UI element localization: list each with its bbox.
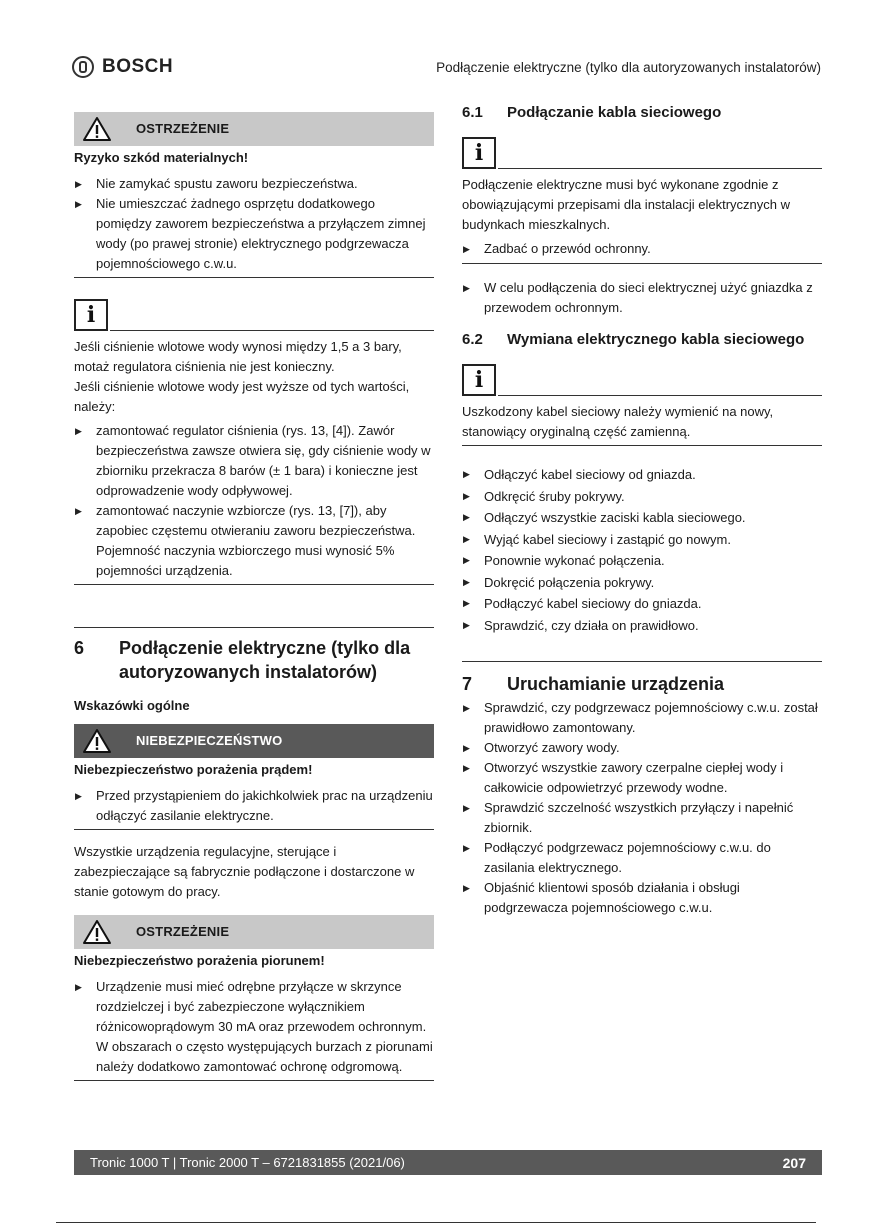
warning-lightning [74, 915, 434, 1081]
warning-bar [74, 112, 434, 146]
info-icon: i [462, 364, 496, 396]
bosch-armature-icon [72, 56, 94, 78]
list-item: ▶ Ponownie wykonać połączenia. [462, 550, 822, 572]
warning-label: OSTRZEŻENIE [136, 924, 230, 939]
warning-material-damage [74, 112, 434, 278]
section-rule [462, 661, 822, 662]
steps-list [462, 278, 822, 318]
divider [74, 1080, 434, 1081]
bottom-rule [56, 1222, 816, 1223]
info-list [462, 239, 822, 259]
list-item: ▶ Objaśnić klientowi sposób działania i obsługi podgrzewacza pojemnościowego c.w.u. [462, 878, 822, 918]
info-icon: i [462, 137, 496, 169]
list-item: ▶ zamontować naczynie wzbiorcze (rys. 13, [7]), aby zapobiec częstemu otwieraniu zaworu bezpieczeństwa. Pojemność naczynia wzbiorczego musi wynosić 5% pojemności urządzenia. [74, 501, 434, 581]
info-text: Jeśli ciśnienie wlotowe wody jest wyższe od tych wartości, należy: [74, 379, 410, 414]
info-pressure [74, 299, 434, 585]
section-title: Podłączenie elektryczne (tylko dla [119, 638, 411, 658]
section-title: autoryzowanych instalatorów) [119, 662, 378, 682]
warning-subtitle: Niebezpieczeństwo porażenia piorunem! [74, 953, 325, 968]
warning-bar [74, 915, 434, 949]
divider [462, 445, 822, 446]
list-item: ▶ Wyjąć kabel sieciowy i zastąpić go nowym. [462, 529, 822, 551]
subsection-number: 6.2 [462, 331, 483, 348]
section-heading [462, 672, 822, 696]
steps-list [462, 698, 822, 918]
subsection-heading [462, 330, 822, 350]
subsection-number: 6.1 [462, 104, 483, 121]
list-item: ▶ Podłączyć kabel sieciowy do gniazda. [462, 593, 822, 615]
brand-logo [72, 56, 173, 78]
list-item: ▶ Otworzyć wszystkie zawory czerpalne ciepłej wody i całkowicie odpowietrzyć przewody wodne. [462, 758, 822, 798]
list-item: ▶ Przed przystąpieniem do jakichkolwiek prac na urządzeniu odłączyć zasilanie elektryczne. [74, 786, 434, 826]
general-notes-heading: Wskazówki ogólne [74, 698, 190, 713]
info-text: Uszkodzony kabel sieciowy należy wymienić na nowy, stanowiący oryginalną część zamienną. [462, 404, 774, 439]
danger-electric-shock [74, 724, 434, 830]
section-7 [462, 661, 822, 918]
list-item: ▶ Odkręcić śruby pokrywy. [462, 486, 822, 508]
warning-triangle-icon [74, 915, 120, 949]
warning-label: OSTRZEŻENIE [136, 121, 230, 136]
list-item: ▶ Sprawdzić, czy podgrzewacz pojemnościowy c.w.u. został prawidłowo zamontowany. [462, 698, 822, 738]
divider [74, 829, 434, 830]
danger-label: NIEBEZPIECZEŃSTWO [136, 733, 283, 748]
subsection-heading [462, 103, 822, 123]
section-6 [74, 627, 434, 713]
section-number: 6 [74, 638, 85, 658]
info-header [462, 364, 822, 396]
list-item: ▶ Zadbać o przewód ochronny. [462, 239, 822, 259]
info-header [74, 299, 434, 331]
section-rule [74, 627, 434, 628]
list-item: ▶ Odłączyć kabel sieciowy od gniazda. [462, 464, 822, 486]
info-header [462, 137, 822, 169]
list-item: ▶ Otworzyć zawory wody. [462, 738, 822, 758]
divider [462, 263, 822, 264]
section-6-1 [462, 103, 822, 318]
page-footer [74, 1150, 822, 1175]
brand-name: BOSCH [102, 56, 174, 77]
divider [74, 277, 434, 278]
list-item: ▶ zamontować regulator ciśnienia (rys. 13, [4]). Zawór bezpieczeństwa zawsze otwiera się, gdy ciśnienie wody w zbiorniku przekracza 8 barów (± 1 bara) i konieczne jest odprowadzenie wody odpływowej. [74, 421, 434, 501]
divider [74, 584, 434, 585]
list-item: ▶ Nie zamykać spustu zaworu bezpieczeństwa. [74, 174, 434, 194]
section-6-2 [462, 330, 822, 636]
subsection-title: Wymiana elektrycznego kabla sieciowego [507, 331, 805, 348]
list-item: ▶ Sprawdzić, czy działa on prawidłowo. [462, 615, 822, 637]
info-text: Jeśli ciśnienie wlotowe wody wynosi między 1,5 a 3 bary, motaż regulatora ciśnienia nie jest konieczny. [74, 339, 402, 374]
list-item: ▶ Dokręcić połączenia pokrywy. [462, 572, 822, 594]
warning-list [74, 977, 434, 1077]
info-icon: i [74, 299, 108, 331]
warning-subtitle: Ryzyko szkód materialnych! [74, 150, 249, 165]
section-number: 7 [462, 674, 473, 694]
page-number: 207 [782, 1154, 806, 1171]
list-item: ▶ Podłączyć podgrzewacz pojemnościowy c.w.u. do zasilania elektrycznego. [462, 838, 822, 878]
paragraph: Wszystkie urządzenia regulacyjne, sterujące i zabezpieczające są fabrycznie podłączone i dostarczone w stanie gotowym do pracy. [74, 844, 415, 899]
footer-text: Tronic 1000 T | Tronic 2000 T – 6721831855 (2021/06) [90, 1155, 405, 1170]
warning-list [74, 174, 434, 274]
list-item: ▶ Odłączyć wszystkie zaciski kabla sieciowego. [462, 507, 822, 529]
subsection-title: Podłączanie kabla sieciowego [507, 104, 722, 121]
running-header: Podłączenie elektryczne (tylko dla autoryzowanych instalatorów) [436, 60, 821, 75]
danger-bar [74, 724, 434, 758]
section-heading [74, 636, 434, 684]
danger-list [74, 786, 434, 826]
danger-subtitle: Niebezpieczeństwo porażenia prądem! [74, 762, 313, 777]
list-item: ▶ W celu podłączenia do sieci elektrycznej użyć gniazdka z przewodem ochronnym. [462, 278, 822, 318]
section-title: Uruchamianie urządzenia [507, 674, 725, 694]
warning-triangle-icon [74, 112, 120, 146]
list-item: ▶ Sprawdzić szczelność wszystkich przyłączy i napełnić zbiornik. [462, 798, 822, 838]
info-list [74, 421, 434, 581]
steps-list [462, 464, 822, 636]
list-item: ▶ Nie umieszczać żadnego osprzętu dodatkowego pomiędzy zaworem bezpieczeństwa a przyłączem zimnej wody (po prawej stronie) elektrycznego podgrzewacza pojemnościowego c.w.u. [74, 194, 434, 274]
warning-triangle-icon [74, 724, 120, 758]
info-text: Podłączenie elektryczne musi być wykonane zgodnie z obowiązującymi przepisami dla instalacji elektrycznych w budynkach mieszkalnych. [462, 177, 791, 232]
list-item: ▶ Urządzenie musi mieć odrębne przyłącze w skrzynce rozdzielczej i być zabezpieczone wyłącznikiem różnicowoprądowym 30 mA oraz przewodem ochronnym. W obszarach o często występujących burzach z piorunami należy dodatkowo zamontować ochronę odgromową. [74, 977, 434, 1077]
